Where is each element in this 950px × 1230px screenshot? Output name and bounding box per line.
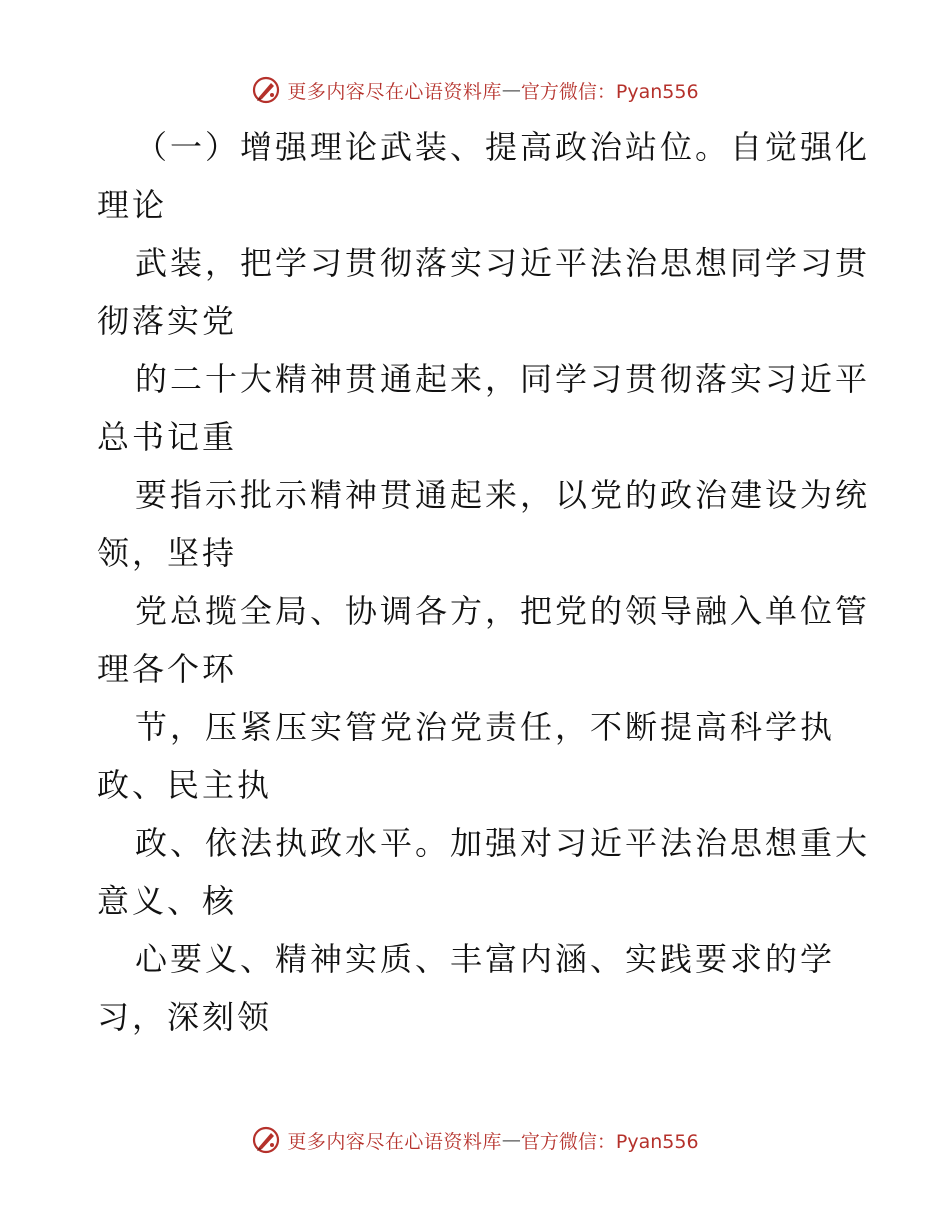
body-line: 领，坚持 [97, 534, 238, 572]
banner-contact: 官方微信：Pyan556 [520, 1130, 699, 1153]
banner-title: 更多内容尽在心语资料库 [287, 80, 502, 103]
body-line: （一）增强理论武装、提高政治站位。自觉强化 [135, 128, 871, 166]
body-line: 理论 [97, 186, 168, 224]
body-line: 党总揽全局、协调各方，把党的领导融入单位管 [135, 592, 871, 630]
banner-title: 更多内容尽在心语资料库 [287, 1130, 502, 1153]
body-line: 理各个环 [97, 650, 238, 688]
pen-logo-icon [251, 75, 281, 105]
header-banner [0, 70, 950, 110]
banner-separator: — [501, 79, 521, 101]
body-line: 要指示批示精神贯通起来，以党的政治建设为统 [135, 476, 871, 514]
body-line: 的二十大精神贯通起来，同学习贯彻落实习近平 [135, 360, 871, 398]
banner-contact: 官方微信：Pyan556 [520, 80, 699, 103]
pen-logo-icon [251, 1125, 281, 1155]
body-line: 节，压紧压实管党治党责任，不断提高科学执 [135, 708, 836, 746]
body-line: 政、民主执 [97, 766, 273, 804]
document-body [97, 118, 871, 1046]
body-line: 武装，把学习贯彻落实习近平法治思想同学习贯 [135, 244, 871, 282]
body-line: 政、依法执政水平。加强对习近平法治思想重大 [135, 824, 871, 862]
banner-separator: — [501, 1129, 521, 1151]
body-line: 彻落实党 [97, 302, 238, 340]
body-line: 意义、核 [97, 882, 238, 920]
body-line: 习，深刻领 [97, 998, 273, 1036]
body-line: 心要义、精神实质、丰富内涵、实践要求的学 [135, 940, 836, 978]
body-line: 总书记重 [97, 418, 238, 456]
footer-banner [0, 1120, 950, 1160]
